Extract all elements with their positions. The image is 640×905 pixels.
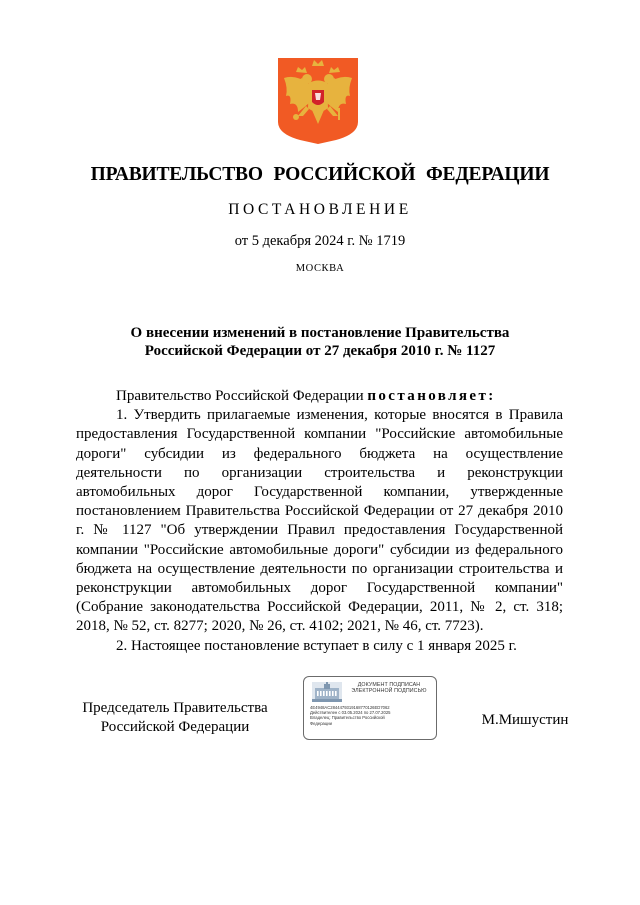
stamp-heading-line: ЭЛЕКТРОННОЙ ПОДПИСЬЮ: [351, 688, 427, 695]
stamp-details: [310, 705, 434, 726]
signatory-title-line: Российской Федерации: [100, 719, 250, 735]
electronic-signature-stamp: [303, 676, 437, 740]
subject-line: О внесении изменений в постановление Правительства: [130, 325, 510, 341]
stamp-certificate: 4E4948AC2844479319168770126ED7062: [310, 705, 390, 710]
document-type: ПОСТАНОВЛЕНИЕ: [228, 201, 412, 218]
government-building-icon: [312, 682, 342, 702]
intro-verb: постановляет:: [367, 388, 496, 404]
decree-item-1: 1. Утвердить прилагаемые изменения, которые вносятся в Правила предоставления Государственной компании "Российские автомобильные дороги" субсидии из федерального бюджета на осуществление деятельности по организации строительства и реконструкции автомобильных дорог Государственной компании, утвержденные постановлением Правительства Российской Федерации от 27 декабря 2010 г. № 1127 "Об утверждении Правил предоставления Государственной компании "Российские автомобильные дороги" субсидии из федерального бюджета на осуществление деятельности по организации строительства и реконструкции автомобильных дорог Государственной компании" (Собрание законодательства Российской Федерации, 2011, № 2, ст. 318; 2018, № 52, ст. 8277; 2020, № 26, ст. 4102; 2021, № 46, ст. 7723).: [76, 407, 563, 635]
intro-paragraph: [76, 387, 563, 406]
signatory-name: М.Мишустин: [481, 712, 569, 728]
signatory-title: [70, 699, 280, 737]
city: МОСКВА: [295, 263, 345, 274]
stamp-validity: Действителен с 03.05.2024 по 27.07.2025: [310, 710, 391, 716]
russian-coat-of-arms-icon: [276, 56, 360, 145]
decree-subject: [60, 324, 580, 360]
government-title: ПРАВИТЕЛЬСТВО РОССИЙСКОЙ ФЕДЕРАЦИИ: [90, 164, 550, 185]
stamp-heading: [342, 682, 436, 695]
stamp-heading-line: ДОКУМЕНТ ПОДПИСАН: [357, 682, 421, 688]
signatory-title-line: Председатель Правительства: [82, 700, 268, 716]
stamp-owner: Федерации: [310, 720, 332, 726]
decree-date-number: от 5 декабря 2024 г. № 1719: [234, 233, 406, 249]
stamp-owner: Владелец: Правительство Российской: [310, 715, 385, 721]
decree-body: [76, 387, 563, 656]
intro-text: Правительство Российской Федерации: [116, 388, 368, 404]
decree-item-2: 2. Настоящее постановление вступает в силу с 1 января 2025 г.: [116, 637, 517, 654]
subject-line: Российской Федерации от 27 декабря 2010 г. № 1127: [144, 343, 496, 359]
